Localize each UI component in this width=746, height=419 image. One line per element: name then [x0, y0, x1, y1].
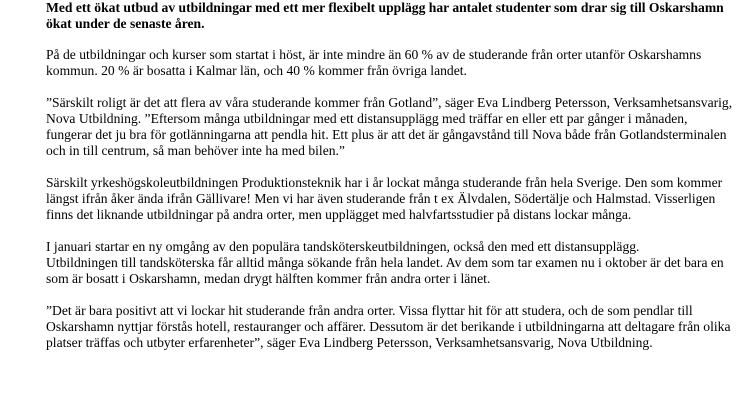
paragraph-gotland-quote: ”Särskilt roligt är det att flera av våra studerande kommer från Gotland”, säger Eva Lindberg Petersson, Verksamhetsansvarig, Nova Utbildning. ”Eftersom många utbildningar med ett distansupplägg med träffar en eller ett par gånger i månaden, fungerar det ju bra för gotlänningarna att pendla hit. Ett plus är att det är gångavstånd till Nova både från Gotlandsterminalen och in till centrum, så man behöver inte ha med bilen.” — [46, 95, 733, 158]
paragraph-statistics: På de utbildningar och kurser som startat i höst, är inte mindre än 60 % av de studerande från orter utanför Oskarshamns kommun. 20 % är bosatta i Kalmar län, och 40 % kommer från övriga landet. — [46, 47, 702, 78]
lead-paragraph: Med ett ökat utbud av utbildningar med ett mer flexibelt upplägg har antalet studenter som drar sig till Oskarshamn ökat under de senaste åren. — [46, 0, 724, 31]
paragraph-closing-quote: ”Det är bara positivt att vi lockar hit studerande från andra orter. Vissa flyttar hit för att studera, och de som pendlar till Oskarshamn nyttjar förstås hotell, restauranger och affärer. Dessutom är det berikande i utbildningarna att deltagare från olika platser träffas och utbyter erfarenheter”, säger Eva Lindberg Petersson, Verksamhetsansvarig, Nova Utbildning. — [46, 303, 731, 350]
paragraph-produktionsteknik: Särskilt yrkeshögskoleutbildningen Produktionsteknik har i år lockat många studerande från hela Sverige. Den som kommer längst ifrån åker ända ifrån Gällivare! Men vi har även studerande från t ex Älvdalen, Södertälje och Halmstad. Visserligen finns det liknande utbildningar på andra orter, men upplägget med halvfartsstudier på distans lockar många. — [46, 175, 723, 222]
paragraph-tandskoterska-applicants: Utbildningen till tandsköterska får alltid många sökande från hela landet. Av dem som tar examen nu i oktober är det bara en som är bosatt i Oskarshamn, medan drygt hälften kommer från andra orter i länet. — [46, 255, 724, 286]
paragraph-tandskoterska-start: I januari startar en ny omgång av den populära tandsköterskeutbildningen, också den med ett distansupplägg. — [46, 239, 640, 254]
document-body — [46, 0, 736, 351]
